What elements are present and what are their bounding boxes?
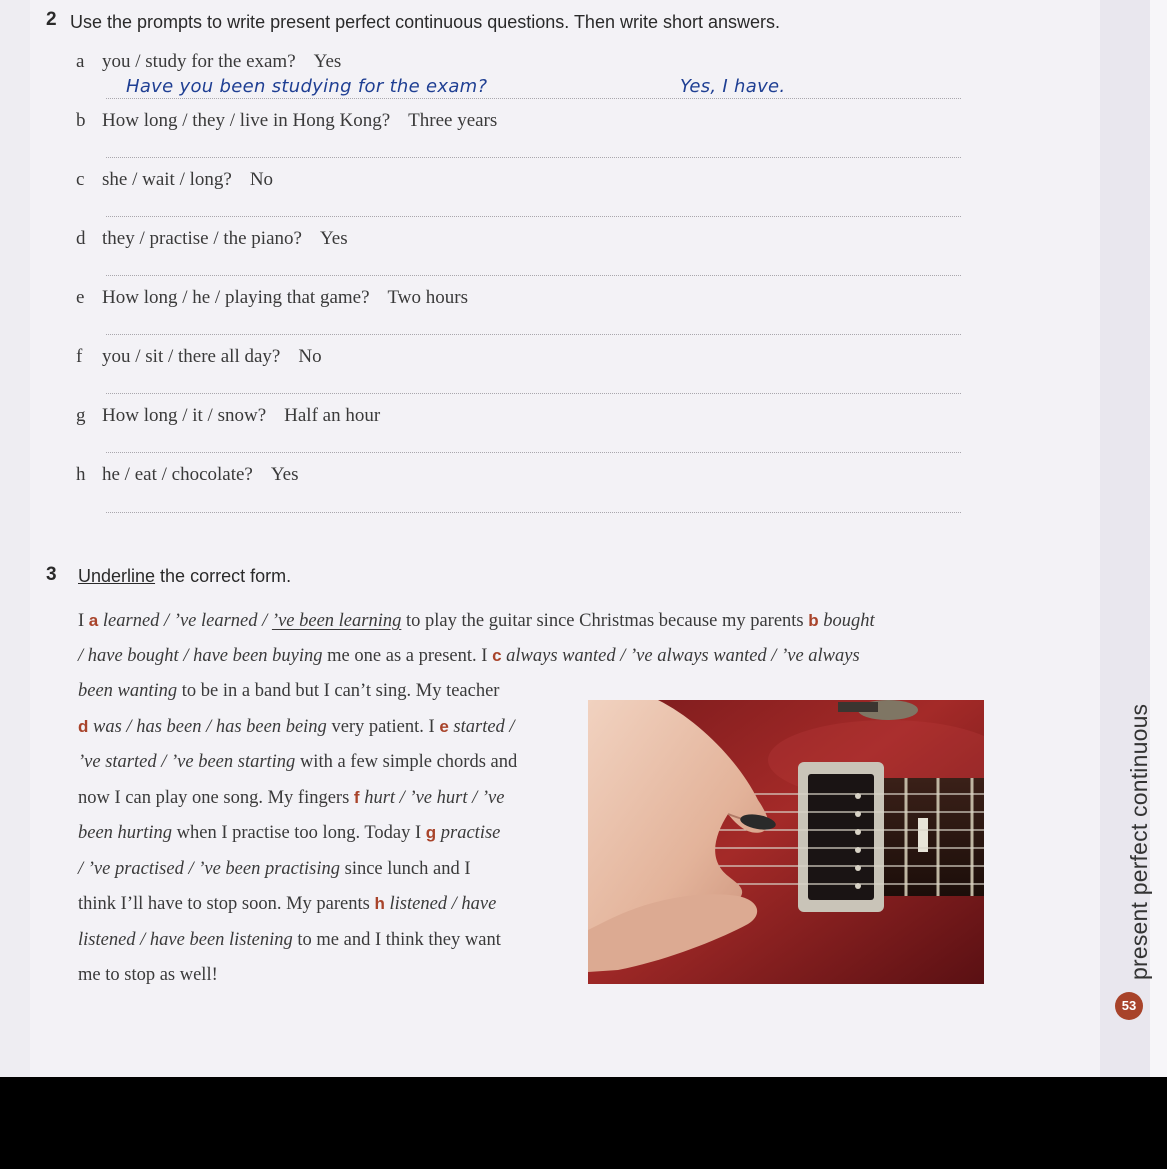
item-letter: b [76,110,86,131]
paragraph-text: to me and I think they want [292,930,501,950]
item-letter: h [76,464,86,485]
item-letter: g [76,405,86,426]
item-letter: e [76,287,85,308]
item-prompt: he / eat / chocolate? [102,464,253,485]
gap-letter: d [78,717,89,736]
exercise-2-item-h [76,464,299,486]
choice-options: practise [436,823,501,843]
exercise-2-item-b [76,110,497,132]
item-prompt: How long / he / playing that game? [102,287,370,308]
paragraph-text: to be in a band but I can’t sing. My teacher [177,681,500,701]
instruction-rest: the correct form. [155,566,292,586]
exercise-2-item-f [76,346,322,368]
item-short-answer: No [249,169,274,190]
item-letter: f [76,346,83,367]
paragraph-text: very patient. I [326,717,440,737]
item-short-answer: Yes [313,51,342,72]
answer-line[interactable] [106,334,961,335]
exercise-3-instruction [78,566,291,587]
choice-options: ’ve started / ’ve been starting [78,752,296,772]
exercise-2-item-d [76,228,348,250]
gap-letter: b [808,611,819,630]
choice-options: learned / ’ve learned / [98,611,272,631]
gap-letter: e [439,717,449,736]
paragraph-text: me to stop as well! [78,965,218,985]
item-prompt: she / wait / long? [102,169,232,190]
choice-options: been hurting [78,823,173,843]
choice-options: listened / have [384,894,497,914]
answer-line[interactable] [106,216,961,217]
handwritten-question: Have you been studying for the exam? [126,76,488,97]
item-letter: c [76,169,85,190]
paragraph-line [78,717,515,738]
exercise-2-item-g [76,405,380,427]
item-prompt: you / sit / there all day? [102,346,281,367]
item-short-answer: Two hours [387,287,469,308]
paragraph-line [78,930,501,951]
gap-letter: h [374,894,385,913]
item-prompt: they / practise / the piano? [102,228,302,249]
item-short-answer: Half an hour [284,405,381,426]
choice-options: / have bought / have been buying [78,646,323,666]
choice-options: been wanting [78,681,178,701]
choice-options: hurt / ’ve hurt / ’ve [359,788,505,808]
paragraph-text: to play the guitar since Christmas because my parents [401,611,809,631]
item-prompt: How long / it / snow? [102,405,267,426]
paragraph-text: think I’ll have to stop soon. My parents [78,894,375,914]
paragraph-line [78,611,875,632]
choice-options: listened / have been listening [78,930,293,950]
paragraph-line [78,681,499,702]
instruction-underlined-word: Underline [78,566,156,586]
gap-letter: f [353,788,360,807]
paragraph-line [78,788,504,809]
screen-letterbox [0,1077,1167,1169]
exercise-3-number: 3 [46,564,57,585]
choice-options: always wanted / ’ve always wanted / ’ve always [501,646,860,666]
exercise-2-item-a [76,51,341,73]
paragraph-line [78,859,471,880]
answer-line[interactable] [106,452,961,453]
paragraph-line [78,894,496,915]
item-short-answer: No [298,346,322,367]
underlined-answer: ’ve been learning [271,611,402,631]
exercise-2-instruction: Use the prompts to write present perfect continuous questions. Then write short answers. [70,12,781,32]
item-letter: d [76,228,86,249]
paragraph-text: since lunch and I [340,859,471,879]
page-number-badge: 53 [1115,992,1143,1020]
choice-options: started / [448,717,515,737]
item-letter: a [76,51,85,72]
item-prompt: How long / they / live in Hong Kong? [102,110,391,131]
paragraph-text: with a few simple chords and [295,752,518,772]
paragraph-line [78,965,218,986]
item-short-answer: Yes [319,228,348,249]
handwritten-answer: Yes, I have. [680,76,786,97]
answer-line[interactable] [106,157,961,158]
answer-line[interactable] [106,275,961,276]
answer-line[interactable] [106,512,961,513]
item-short-answer: Yes [270,464,299,485]
guitar-photo [588,700,984,984]
paragraph-text: when I practise too long. Today I [172,823,426,843]
paragraph-line [78,752,517,773]
answer-line[interactable] [106,98,961,99]
paragraph-line [78,646,860,667]
answer-line[interactable] [106,393,961,394]
paragraph-line [78,823,500,844]
gap-letter: c [492,646,502,665]
gap-letter: g [425,823,437,842]
exercise-2-item-e [76,287,468,309]
paragraph-text: now I can play one song. My fingers [78,788,354,808]
choice-options: bought [818,611,875,631]
page-left-margin [0,0,30,1077]
paragraph-text: I [78,611,89,631]
choice-options: was / has been / has been being [88,717,327,737]
section-title-vertical: present perfect continuous [1126,703,1152,980]
gap-letter: a [88,611,99,630]
exercise-2-number: 2 [46,9,57,30]
exercise-2-item-c [76,169,273,191]
paragraph-text: me one as a present. I [322,646,493,666]
item-short-answer: Three years [408,110,498,131]
choice-options: / ’ve practised / ’ve been practising [78,859,340,879]
item-prompt: you / study for the exam? [102,51,296,72]
